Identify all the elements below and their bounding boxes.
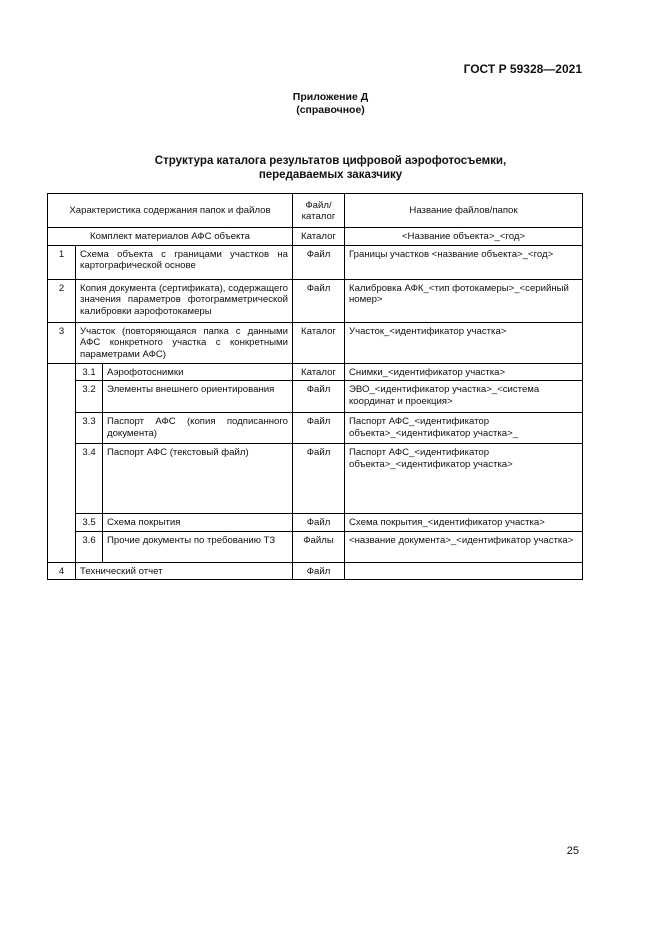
appendix-title: Приложение Д	[292, 91, 369, 103]
subrow-number: 3.3	[76, 413, 103, 444]
row-number: 4	[48, 562, 76, 580]
subrow-description: Схема покрытия	[103, 514, 293, 532]
subrow-type: Файл	[293, 514, 345, 532]
subrow-type: Каталог	[293, 363, 345, 381]
table-header-row	[48, 194, 583, 228]
table-title-line-1: Структура каталога результатов цифровой аэрофотосъемки,	[154, 155, 507, 167]
page-number: 25	[566, 845, 579, 857]
table-row	[48, 322, 583, 363]
row-number: 2	[48, 279, 76, 322]
subrow-name: Снимки_<идентификатор участка>	[345, 363, 583, 381]
row-type: Файл	[293, 562, 345, 580]
subrow-number: 3.6	[76, 531, 103, 562]
row-description: Участок (повторяющаяся папка с данными АФС конкретного участка с конкретными параметрами АФС)	[76, 322, 293, 363]
table-subrow	[48, 444, 583, 514]
root-name: <Название объекта>_<год>	[345, 228, 583, 246]
subrow-name: ЭВО_<идентификатор участка>_<система координат и проекция>	[345, 381, 583, 413]
catalog-structure-table	[47, 193, 583, 580]
root-label: Комплект материалов АФС объекта	[48, 228, 293, 246]
subrow-type: Файл	[293, 381, 345, 413]
subrow-indent	[48, 363, 76, 562]
table-subrow	[48, 531, 583, 562]
table-title	[0, 154, 661, 182]
subrow-description: Прочие документы по требованию ТЗ	[103, 531, 293, 562]
subrow-name: Схема покрытия_<идентификатор участка>	[345, 514, 583, 532]
subrow-name: Паспорт АФС_<идентификатор объекта>_<идентификатор участка>_	[345, 413, 583, 444]
row-description: Схема объекта с границами участков на картографической основе	[76, 245, 293, 279]
subrow-type: Файлы	[293, 531, 345, 562]
subrow-name: <название документа>_<идентификатор участка>	[345, 531, 583, 562]
subrow-number: 3.1	[76, 363, 103, 381]
row-type: Файл	[293, 279, 345, 322]
table-row	[48, 279, 583, 322]
table-subrow	[48, 514, 583, 532]
subrow-number: 3.5	[76, 514, 103, 532]
subrow-name: Паспорт АФС_<идентификатор объекта>_<идентификатор участка>	[345, 444, 583, 514]
subrow-description: Аэрофотоснимки	[103, 363, 293, 381]
header-content: Характеристика содержания папок и файлов	[48, 194, 293, 228]
row-number: 3	[48, 322, 76, 363]
table-row	[48, 562, 583, 580]
subrow-type: Файл	[293, 413, 345, 444]
subrow-description: Элементы внешнего ориентирования	[103, 381, 293, 413]
row-name	[345, 562, 583, 580]
appendix-heading	[0, 91, 661, 117]
header-type: Файл/ каталог	[293, 194, 345, 228]
header-name: Название файлов/папок	[345, 194, 583, 228]
row-name: Калибровка АФК_<тип фотокамеры>_<серийный номер>	[345, 279, 583, 322]
standard-number: ГОСТ Р 59328—2021	[463, 62, 582, 76]
subrow-number: 3.2	[76, 381, 103, 413]
table-subrow	[48, 413, 583, 444]
row-number: 1	[48, 245, 76, 279]
table-subrow	[48, 381, 583, 413]
root-type: Каталог	[293, 228, 345, 246]
subrow-type: Файл	[293, 444, 345, 514]
row-name: Участок_<идентификатор участка>	[345, 322, 583, 363]
table-title-line-2: передаваемых заказчику	[258, 169, 403, 181]
table-row-root	[48, 228, 583, 246]
table-subrow	[48, 363, 583, 381]
appendix-subtitle: (справочное)	[296, 104, 365, 116]
subrow-number: 3.4	[76, 444, 103, 514]
row-type: Файл	[293, 245, 345, 279]
subrow-description: Паспорт АФС (копия подписанного документа)	[103, 413, 293, 444]
subrow-description: Паспорт АФС (текстовый файл)	[103, 444, 293, 514]
table-row	[48, 245, 583, 279]
row-description: Технический отчет	[76, 562, 293, 580]
row-name: Границы участков <название объекта>_<год>	[345, 245, 583, 279]
row-type: Каталог	[293, 322, 345, 363]
row-description: Копия документа (сертификата), содержащего значения параметров фотограмметрической калибровки аэрофотокамеры	[76, 279, 293, 322]
